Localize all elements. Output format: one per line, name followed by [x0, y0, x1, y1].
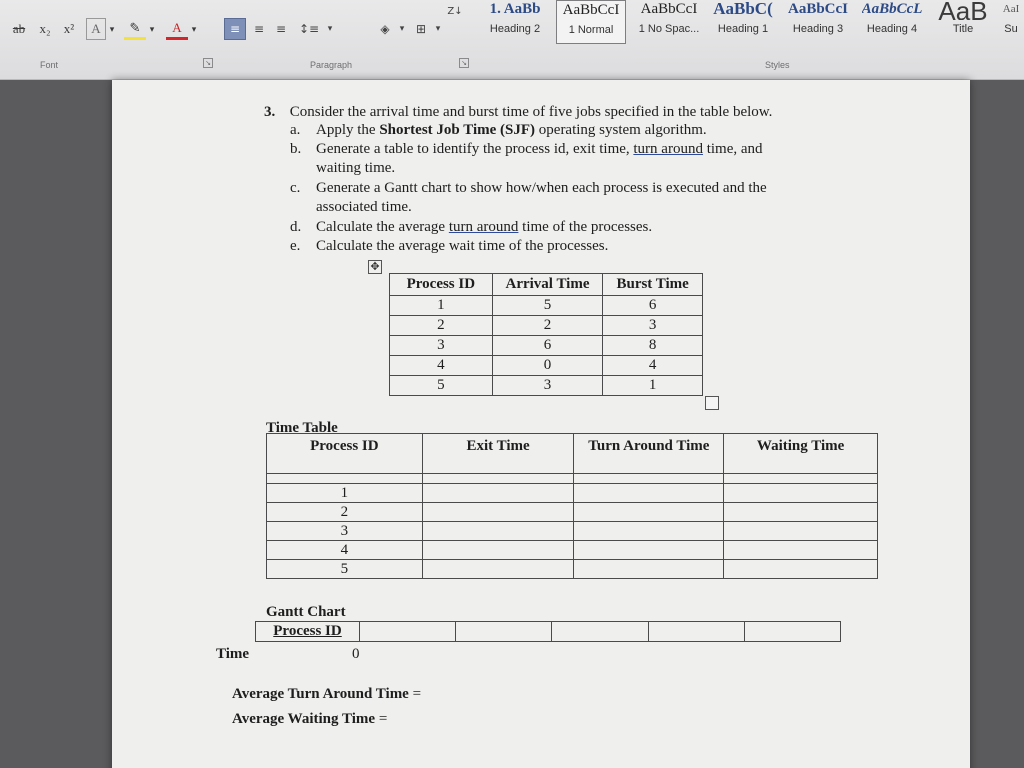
table-cell[interactable]: 2 — [267, 503, 423, 522]
align-left-icon[interactable]: ≡ — [275, 22, 287, 36]
column-header: Turn Around Time — [574, 434, 724, 474]
table-cell[interactable] — [456, 622, 552, 642]
table-cell[interactable]: 6 — [492, 336, 603, 356]
chevron-down-icon[interactable]: ▾ — [191, 23, 197, 34]
table-cell[interactable] — [360, 622, 456, 642]
sjf-term: Shortest Job Time (SJF) — [379, 122, 536, 138]
table-row — [390, 296, 703, 316]
style-name: 1 Normal — [568, 24, 614, 36]
table-cell[interactable] — [422, 522, 574, 541]
time-table[interactable] — [266, 433, 878, 579]
table-cell[interactable]: 1 — [390, 296, 493, 316]
gantt-time-label: Time — [216, 646, 250, 662]
question-number: 3. — [264, 104, 276, 120]
table-row — [267, 474, 878, 484]
style-name: Title — [952, 23, 974, 35]
gantt-chart-table[interactable] — [255, 621, 841, 642]
subitem-letter: d. — [290, 219, 302, 235]
table-cell[interactable] — [574, 522, 724, 541]
table-row — [267, 503, 878, 522]
table-cell[interactable] — [422, 503, 574, 522]
styles-gallery — [478, 0, 1024, 44]
underlined-term: turn around — [448, 219, 519, 235]
text-effects-button[interactable]: A — [86, 18, 106, 40]
style-name: Su — [1004, 23, 1018, 35]
subitem-letter: c. — [290, 180, 301, 196]
table-cell[interactable] — [724, 474, 878, 484]
table-row — [256, 622, 841, 642]
table-cell[interactable]: 1 — [267, 484, 423, 503]
font-color-button[interactable]: A — [166, 18, 188, 40]
style-sample: AaBbCcL — [861, 1, 923, 17]
table-cell[interactable] — [744, 622, 840, 642]
average-waiting-line — [232, 711, 387, 728]
table-cell[interactable] — [422, 484, 574, 503]
table-cell[interactable]: 5 — [492, 296, 603, 316]
style-sample: AaBbCcI — [562, 2, 620, 18]
column-header: Process ID — [390, 274, 493, 296]
chevron-down-icon[interactable]: ▾ — [109, 23, 115, 34]
subitem-letter: b. — [290, 141, 302, 157]
subitem-text: operating system algorithm. — [535, 122, 707, 138]
table-row — [390, 356, 703, 376]
font-dialog-launcher-icon[interactable]: ↘ — [203, 58, 213, 68]
table-move-handle-icon[interactable]: ✥ — [368, 260, 382, 274]
subitem-letter: e. — [290, 238, 301, 254]
style-name: Heading 1 — [717, 23, 769, 35]
font-group-label: Font — [40, 60, 59, 70]
question-3 — [264, 104, 772, 121]
borders-icon[interactable]: ⊞ — [415, 22, 427, 36]
table-cell[interactable]: 6 — [603, 296, 703, 316]
table-cell[interactable]: 4 — [267, 541, 423, 560]
chevron-down-icon[interactable]: ▾ — [399, 24, 405, 34]
line-spacing-icon[interactable]: ↕≡ — [298, 22, 320, 36]
table-cell[interactable] — [724, 541, 878, 560]
table-cell[interactable] — [724, 503, 878, 522]
table-row — [390, 316, 703, 336]
equals-sign: = — [378, 711, 388, 727]
align-center-icon[interactable]: ≡ — [253, 22, 265, 36]
table-row — [267, 560, 878, 579]
subitem-text: Generate a Gantt chart to show how/when each process is executed and the — [316, 180, 767, 196]
justify-icon[interactable]: ≡ — [224, 18, 246, 40]
style-name: Heading 4 — [866, 23, 918, 35]
subitem-e — [290, 238, 608, 255]
subitem-text: Calculate the average wait time of the processes. — [316, 238, 609, 254]
style-name: 1 No Spac... — [638, 23, 700, 35]
average-turnaround-line — [232, 686, 421, 703]
style-no-spacing[interactable] — [632, 0, 706, 44]
table-cell[interactable]: 3 — [492, 376, 603, 396]
gantt-chart-title: Gantt Chart — [266, 604, 346, 620]
ribbon — [0, 0, 1024, 80]
average-turnaround-label: Average Turn Around Time — [232, 686, 409, 702]
style-sample: AaBbCcI — [787, 1, 848, 17]
shading-icon[interactable]: ◈ — [380, 22, 390, 36]
table-cell[interactable]: 2 — [492, 316, 603, 336]
subitem-c-line2: associated time. — [316, 199, 412, 215]
table-row — [390, 376, 703, 396]
table-cell[interactable] — [574, 503, 724, 522]
strikethrough-button[interactable]: ab — [12, 21, 26, 36]
average-waiting-label: Average Waiting Time — [232, 711, 376, 727]
gantt-row-label: Process ID — [256, 622, 360, 642]
subitem-text: Apply the — [316, 122, 380, 138]
sort-icon[interactable]: Z↓ — [447, 5, 463, 17]
subitem-a — [290, 122, 707, 139]
subitem-text: time of the processes. — [518, 219, 653, 235]
table-cell[interactable]: 4 — [603, 356, 703, 376]
style-sample: AaI — [1002, 3, 1020, 15]
gantt-start-time: 0 — [352, 646, 360, 662]
style-subtitle[interactable] — [998, 0, 1024, 44]
chevron-down-icon[interactable]: ▾ — [435, 24, 441, 34]
underlined-term: turn around — [633, 141, 703, 157]
paragraph-dialog-launcher-icon[interactable]: ↘ — [459, 58, 469, 68]
table-cell[interactable] — [422, 560, 574, 579]
style-normal[interactable] — [556, 0, 626, 44]
column-header: Arrival Time — [492, 274, 603, 296]
style-heading-4[interactable] — [856, 0, 928, 44]
highlight-color-button[interactable]: ✎ — [124, 18, 146, 40]
table-cell[interactable] — [552, 622, 648, 642]
table-cell[interactable] — [724, 484, 878, 503]
subitem-text: Calculate the average — [316, 219, 449, 235]
table-row — [267, 484, 878, 503]
equals-sign: = — [412, 686, 422, 702]
style-sample: AaBbC( — [713, 0, 773, 18]
style-heading-2[interactable] — [478, 0, 552, 44]
table-cell[interactable]: 3 — [603, 316, 703, 336]
table-cell[interactable]: 2 — [390, 316, 493, 336]
document-page[interactable] — [112, 80, 970, 768]
paragraph-group-label: Paragraph — [310, 60, 353, 70]
table-cell[interactable]: 1 — [603, 376, 703, 396]
style-name: Heading 3 — [792, 23, 844, 35]
subitem-b-line2: waiting time. — [316, 160, 396, 176]
column-header: Waiting Time — [724, 434, 878, 474]
table-cell[interactable] — [724, 522, 878, 541]
style-heading-1[interactable] — [706, 0, 780, 44]
table-resize-handle[interactable] — [705, 396, 719, 410]
style-name: Heading 2 — [489, 23, 541, 35]
table-cell[interactable] — [648, 622, 744, 642]
style-sample: AaB — [938, 0, 988, 20]
chevron-down-icon[interactable]: ▾ — [149, 23, 155, 34]
table-cell[interactable] — [422, 541, 574, 560]
table-cell[interactable]: 4 — [390, 356, 493, 376]
chevron-down-icon[interactable]: ▾ — [327, 24, 333, 34]
subitem-c — [290, 180, 767, 197]
table-cell[interactable]: 3 — [390, 336, 493, 356]
subitem-d — [290, 219, 652, 236]
column-header: Burst Time — [603, 274, 703, 296]
table-cell[interactable] — [574, 474, 724, 484]
table-cell[interactable]: 5 — [390, 376, 493, 396]
table-cell[interactable] — [574, 541, 724, 560]
styles-group-label: Styles — [765, 60, 790, 70]
table-row — [267, 522, 878, 541]
table-cell[interactable] — [574, 560, 724, 579]
subitem-b — [290, 141, 763, 158]
column-header: Process ID — [267, 434, 423, 474]
time-table-title: Time Table — [266, 420, 338, 436]
subitem-letter: a. — [290, 122, 301, 138]
table-row — [390, 336, 703, 356]
table-cell[interactable] — [724, 560, 878, 579]
subitem-text: time, and — [702, 141, 763, 157]
table-cell[interactable]: 3 — [267, 522, 423, 541]
table-cell[interactable]: 5 — [267, 560, 423, 579]
style-title[interactable] — [930, 0, 996, 44]
table-header-row — [390, 274, 703, 296]
table-cell[interactable]: 8 — [603, 336, 703, 356]
subitem-text: Generate a table to identify the process id, exit time, — [316, 141, 634, 157]
column-header: Exit Time — [422, 434, 574, 474]
style-heading-3[interactable] — [782, 0, 854, 44]
table-cell[interactable] — [267, 474, 423, 484]
superscript-button[interactable]: x² — [63, 21, 75, 36]
jobs-table[interactable] — [389, 273, 703, 396]
question-text: Consider the arrival time and burst time of five jobs specified in the table below. — [289, 104, 773, 120]
table-header-row — [267, 434, 878, 474]
table-row — [267, 541, 878, 560]
table-cell[interactable]: 0 — [492, 356, 603, 376]
table-cell[interactable] — [574, 484, 724, 503]
subscript-button[interactable]: x₂ — [39, 21, 51, 36]
style-sample: 1. AaBb — [489, 1, 541, 17]
table-cell[interactable] — [422, 474, 574, 484]
style-sample: AaBbCcI — [640, 1, 698, 17]
